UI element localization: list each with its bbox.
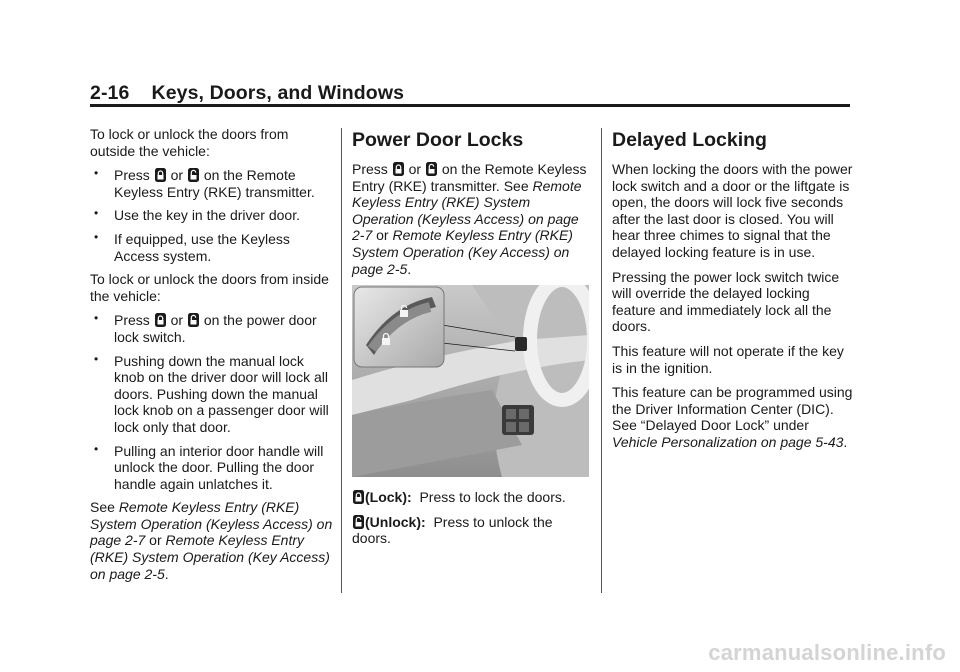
intro-inside: To lock or unlock the doors from inside the vehicle: bbox=[90, 271, 329, 304]
column-3 bbox=[612, 128, 854, 459]
delayed-locking-paragraph-1: When locking the doors with the power lock switch and a door or the liftgate is open, the doors will lock five seconds after the last door is closed. You will hear three chimes to signal that the delayed locking feature is in use. bbox=[612, 161, 853, 260]
section-title: Keys, Doors, and Windows bbox=[151, 82, 405, 104]
bullet-icon: • bbox=[94, 166, 99, 181]
delayed-locking-paragraph-4: This feature can be programmed using the Driver Information Center (DIC). See “Delayed Door Lock” under Vehicle Personalization on page 5-43. bbox=[612, 384, 853, 450]
section-heading-delayed-locking: Delayed Locking bbox=[612, 129, 767, 151]
unlock-definition: (Unlock): Press to unlock the doors. bbox=[352, 513, 553, 547]
bullet-icon: • bbox=[94, 351, 99, 366]
bullet-icon: • bbox=[94, 311, 99, 326]
lock-definition: (Lock): Press to lock the doors. bbox=[352, 489, 592, 506]
lock-icon bbox=[393, 162, 404, 176]
section-heading-power-door-locks: Power Door Locks bbox=[352, 129, 524, 151]
intro-outside: To lock or unlock the doors from outside the vehicle: bbox=[90, 126, 289, 159]
list-item: • If equipped, use the Keyless Access system. bbox=[94, 229, 290, 264]
column-divider bbox=[601, 128, 602, 593]
bullet-icon: • bbox=[94, 441, 99, 456]
delayed-locking-paragraph-3: This feature will not operate if the key is in the ignition. bbox=[612, 342, 844, 376]
list-item: • Press or on the Remote Keyless Entry (RKE) transmitter. bbox=[94, 166, 315, 200]
lock-icon bbox=[155, 168, 166, 182]
column-divider bbox=[341, 128, 342, 593]
cross-reference-link[interactable]: Remote Keyless Entry (RKE) System Operation (Keyless Access) on page 2-7 bbox=[90, 499, 333, 549]
page-title bbox=[90, 82, 850, 105]
cross-reference-link[interactable]: Remote Keyless Entry (RKE) System Operation (Keyless Access) on page 2-7 bbox=[352, 177, 582, 244]
unlock-icon bbox=[188, 168, 199, 182]
column-2 bbox=[352, 128, 592, 555]
delayed-locking-paragraph-2: Pressing the power lock switch twice will override the delayed locking feature and immediately lock all the doors. bbox=[612, 268, 840, 335]
unlock-icon bbox=[353, 515, 364, 529]
header-rule bbox=[90, 104, 850, 107]
door-panel-illustration bbox=[352, 285, 589, 477]
cross-reference-link[interactable]: Remote Keyless Entry (RKE) System Operation (Key Access) on page 2-5 bbox=[90, 532, 330, 582]
lock-icon bbox=[353, 490, 364, 504]
page-header bbox=[90, 82, 850, 105]
watermark: carmanualsonline.info bbox=[708, 640, 946, 665]
page-number: 2-16 bbox=[90, 82, 130, 104]
power-locks-paragraph: Press or on the Remote Keyless Entry (RKE) transmitter. See Remote Keyless Entry (RKE) System Operation (Keyless Access) on page 2-7 or Remote Keyless Entry (RKE) System Operation (Key Access) on page 2-5. bbox=[352, 161, 587, 277]
lock-icon bbox=[155, 313, 166, 327]
bullet-icon: • bbox=[94, 206, 99, 221]
list-item: • Pulling an interior door handle will unlock the door. Pulling the door handle again unlatches it. bbox=[94, 441, 324, 492]
list-item: • Press or on the power door lock switch. bbox=[94, 311, 317, 345]
unlock-icon bbox=[426, 162, 437, 176]
list-item: • Use the key in the driver door. bbox=[94, 206, 300, 224]
bullet-icon: • bbox=[94, 229, 99, 244]
cross-reference-link[interactable]: Vehicle Personalization on page 5-43 bbox=[612, 433, 844, 450]
unlock-icon bbox=[188, 313, 199, 327]
column-1 bbox=[90, 126, 335, 590]
cross-reference-link[interactable]: Remote Keyless Entry (RKE) System Operation (Key Access) on page 2-5 bbox=[352, 227, 573, 277]
list-item: • Pushing down the manual lock knob on the driver door will lock all doors. Pushing down the manual lock knob on a passenger door will lock only that door. bbox=[94, 351, 329, 435]
door-lock-switch-photo bbox=[352, 285, 589, 477]
see-also-paragraph: See Remote Keyless Entry (RKE) System Operation (Keyless Access) on page 2-7 or Remote Keyless Entry (RKE) System Operation (Key Access) on page 2-5. bbox=[90, 499, 333, 582]
